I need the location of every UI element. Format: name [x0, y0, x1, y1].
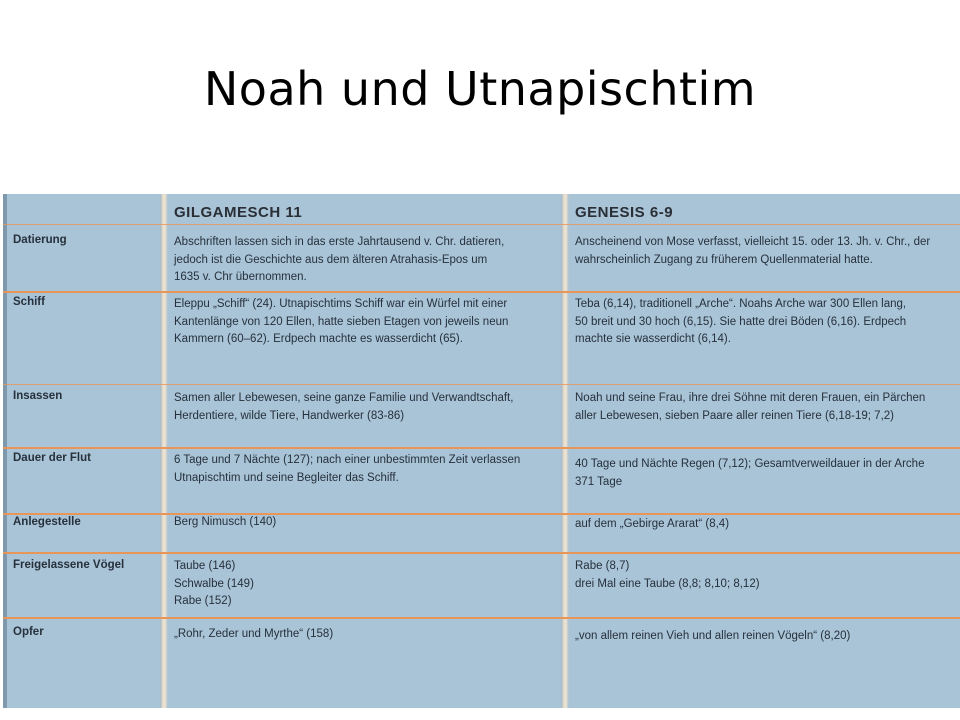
row-rule [3, 617, 960, 619]
cell-genesis-voegel: Rabe (8,7) drei Mal eine Taube (8,8; 8,10; 8,12) [575, 560, 760, 590]
row-rule [3, 552, 960, 554]
cell-gilgamesch-schiff: Eleppu „Schiff“ (24). Utnapischtims Schiff war ein Würfel mit einer Kantenlänge von 120 Ellen, hatte sieben Etagen von jeweils neun Kammern (60–62). Erdpech machte es wasserdicht (65). [174, 298, 509, 345]
header-gilgamesch: GILGAMESCH 11 [174, 204, 303, 221]
header-rule [3, 224, 960, 225]
row-label-datierung: Datierung [13, 234, 67, 246]
row-rule [3, 447, 960, 449]
cell-gilgamesch-anlegestelle: Berg Nimusch (140) [174, 516, 277, 528]
row-label-anlegestelle: Anlegestelle [13, 516, 81, 528]
scan-edge [3, 194, 7, 708]
cell-gilgamesch-opfer: „Rohr, Zeder und Myrthe“ (158) [174, 628, 334, 640]
cell-genesis-anlegestelle: auf dem „Gebirge Ararat“ (8,4) [575, 518, 730, 530]
comparison-table-scan [3, 194, 960, 708]
row-label-dauer-der-flut: Dauer der Flut [13, 452, 91, 464]
row-rule [3, 291, 960, 293]
row-label-insassen: Insassen [13, 390, 63, 402]
header-genesis: GENESIS 6-9 [575, 204, 674, 221]
row-label-freigelassene-voegel: Freigelassene Vögel [13, 559, 125, 571]
cell-genesis-schiff: Teba (6,14), traditionell „Arche“. Noahs Arche war 300 Ellen lang, 50 breit und 30 hoch (6,15). Sie hatte drei Böden (6,16). Erdpech machte sie wasserdicht (6,14). [575, 298, 907, 345]
column-divider-right [561, 194, 569, 708]
cell-gilgamesch-datierung: Abschriften lassen sich in das erste Jahrtausend v. Chr. datieren, jedoch ist die Geschichte aus dem älteren Atrahasis-Epos um 1635 v. Chr übernommen. [174, 236, 505, 283]
row-label-opfer: Opfer [13, 626, 44, 638]
row-rule [3, 384, 960, 385]
cell-genesis-datierung: Anscheinend von Mose verfasst, vielleicht 15. oder 13. Jh. v. Chr., der wahrscheinlich Zugang zu früherem Quellenmaterial hatte. [575, 236, 931, 266]
slide-title: Noah und Utnapischtim [203, 62, 757, 116]
cell-gilgamesch-insassen: Samen aller Lebewesen, seine ganze Familie und Verwandtschaft, Herdentiere, wilde Tiere, Handwerker (83-86) [174, 392, 514, 422]
cell-genesis-insassen: Noah und seine Frau, ihre drei Söhne mit deren Frauen, ein Pärchen aller Lebewesen, sieben Paare aller reinen Tiere (6,18-19; 7,2) [575, 392, 926, 422]
cell-genesis-dauer: 40 Tage und Nächte Regen (7,12); Gesamtverweildauer in der Arche 371 Tage [575, 458, 925, 488]
cell-gilgamesch-dauer: 6 Tage und 7 Nächte (127); nach einer unbestimmten Zeit verlassen Utnapischtim und seine Begleiter das Schiff. [174, 454, 521, 484]
row-label-schiff: Schiff [13, 296, 45, 308]
cell-genesis-opfer: „von allem reinen Vieh und allen reinen Vögeln“ (8,20) [575, 630, 851, 642]
cell-gilgamesch-voegel: Taube (146) Schwalbe (149) Rabe (152) [174, 560, 254, 607]
